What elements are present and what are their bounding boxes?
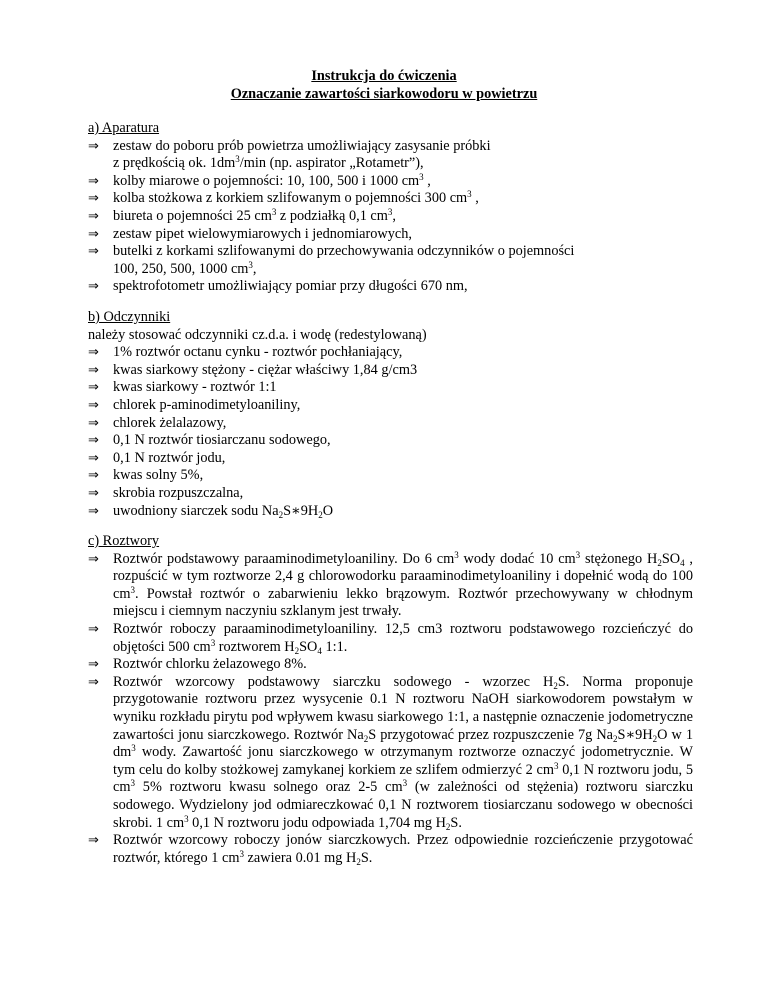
list-item: ⇒ zestaw pipet wielowymiarowych i jednomiarowych, (88, 225, 412, 242)
implication-arrow-icon: ⇒ (88, 415, 99, 431)
implication-arrow-icon: ⇒ (88, 208, 99, 224)
implication-arrow-icon: ⇒ (88, 279, 99, 295)
implication-arrow-icon: ⇒ (88, 226, 99, 242)
section-apparatus-heading: a) Aparatura (88, 120, 160, 136)
implication-arrow-icon: ⇒ (88, 433, 99, 449)
section-apparatus (88, 120, 693, 296)
list-item: ⇒ 0,1 N roztwór tiosiarczanu sodowego, (88, 432, 331, 449)
list-item: ⇒ kwas solny 5%, (88, 467, 204, 484)
list-item: ⇒ chlorek żelalazowy, (88, 414, 227, 431)
list-item: ⇒ biureta o pojemności 25 $cm^3$ z podziałką 0,1 $cm^3$, (88, 206, 396, 224)
section-reagents-intro: należy stosować odczynniki cz.d.a. i wodę (redestylowaną) (88, 326, 427, 343)
implication-arrow-icon: ⇒ (88, 173, 99, 189)
implication-arrow-icon: ⇒ (88, 485, 99, 501)
implication-arrow-icon: ⇒ (88, 503, 99, 519)
list-item: ⇒ kwas siarkowy - roztwór 1:1 (88, 379, 277, 396)
section-reagents (88, 309, 693, 520)
implication-arrow-icon: ⇒ (88, 345, 99, 361)
implication-arrow-icon: ⇒ (88, 362, 99, 378)
list-item: ⇒ zestaw do poboru prób powietrza umożliwiający zasysanie próbki z prędkością ok. $1dm^3/\min$ (np. aspirator „Rotametr”), (88, 137, 491, 172)
section-reagents-heading: b) Odczynniki (88, 309, 171, 325)
implication-arrow-icon: ⇒ (88, 244, 99, 260)
implication-arrow-icon: ⇒ (88, 833, 99, 849)
section-solutions-heading: c) Roztwory (88, 533, 160, 549)
implication-arrow-icon: ⇒ (88, 551, 99, 567)
list-item: ⇒ spektrofotometr umożliwiający pomiar przy długości 670 nm, (88, 278, 468, 295)
list-item: ⇒ Roztwór wzorcowy roboczy jonów siarczkowych. Przez odpowiednie rozcieńczenie przygotować roztwór, którego 1 $cm^3$ zawiera 0.01 mg $H_2S$. (88, 832, 693, 867)
list-item: ⇒ kolba stożkowa z korkiem szlifowanym o pojemności 300 $cm^3$ , (88, 189, 479, 207)
implication-arrow-icon: ⇒ (88, 191, 99, 207)
list-item: ⇒ kolby miarowe o pojemności: 10, 100, 500 i 1000 $cm^3$ , (88, 171, 431, 189)
section-solutions (88, 533, 693, 867)
implication-arrow-icon: ⇒ (88, 621, 99, 637)
list-item: ⇒ Roztwór podstawowy paraaminodimetyloaniliny. Do 6 $cm^3$ wody dodać 10 $cm^3$ stężonego $H_2SO_4$ , rozpuścić w tym roztworze 2,4 g chlorowodorku paraaminodimetyloaniliny i dopełnić wodą do 100 $cm^3$. Powstał roztwór o zabarwieniu lekko brązowym. Roztwór przechowywany w chłodnym miejscu i ciemnym naczyniu szklanym jest trwały. (88, 549, 693, 620)
list-item: ⇒ uwodniony siarczek sodu $Na_2S∗9H_2O$ (88, 502, 334, 520)
list-item: ⇒ skrobia rozpuszczalna, (88, 484, 244, 501)
list-item: ⇒ kwas siarkowy stężony - ciężar właściwy 1,84 g/cm3 (88, 361, 418, 378)
list-item: ⇒ chlorek p-aminodimetyloaniliny, (88, 396, 301, 413)
list-item: ⇒ Roztwór roboczy paraaminodimetyloaniliny. 12,5 cm3 roztworu podstawowego rozcieńczyć do objętości 500 $cm^3$ roztworem $H_2SO_4$ 1:1. (88, 620, 693, 656)
list-item: ⇒ Roztwór wzorcowy podstawowy siarczku sodowego - wzorzec $H_2S$. Norma proponuje przygotowanie roztworu przez wysycenie 0.1 N roztworu NaOH siarkowodorem powstałym w wyniku rozkładu pirytu pod wpływem kwasu siarkowego 1:1, a następnie oznaczenie jodometryczne zawartości jonu siarczkowego. Roztwór $Na_2S$ przygotować przez rozpuszczenie 7g $Na_2S∗9H_2O$ w 1 $dm^3$ wody. Zawartość jonu siarczkowego w otrzymanym roztworze oznaczyć jodometrycznie. W tym celu do kolby stożkowej zamykanej korkiem ze szlifem odmierzyć 2 $cm^3$ 0,1 N roztworu jodu, 5 $cm^3$ 5% roztworu kwasu solnego oraz 2-5 $cm^3$ (w zależności od stężenia) roztworu siarczku sodowego. Wydzielony jod odmiareczkować 0,1 N roztworem tiosiarczanu sodowego w obecności skrobi. 1 $cm^3$ 0,1 N roztworu jodu odpowiada 1,704 mg $H_2S$. (88, 673, 694, 832)
list-item: ⇒ butelki z korkami szlifowanymi do przechowywania odczynników o pojemności 100, 250, 500, 1000 $cm^3$, (88, 243, 575, 277)
document-subtitle: Oznaczanie zawartości siarkowodoru w powietrzu (230, 85, 538, 102)
implication-arrow-icon: ⇒ (88, 657, 99, 673)
implication-arrow-icon: ⇒ (88, 397, 99, 413)
implication-arrow-icon: ⇒ (88, 380, 99, 396)
list-item: ⇒ 1% roztwór octanu cynku - roztwór pochłaniający, (88, 344, 403, 361)
list-item: ⇒ 0,1 N roztwór jodu, (88, 449, 226, 466)
implication-arrow-icon: ⇒ (88, 674, 99, 690)
document-title: Instrukcja do ćwiczenia (311, 68, 457, 84)
implication-arrow-icon: ⇒ (88, 450, 99, 466)
document-header (0, 68, 768, 103)
implication-arrow-icon: ⇒ (88, 138, 99, 154)
implication-arrow-icon: ⇒ (88, 468, 99, 484)
list-item: ⇒ Roztwór chlorku żelazowego 8%. (88, 656, 307, 673)
